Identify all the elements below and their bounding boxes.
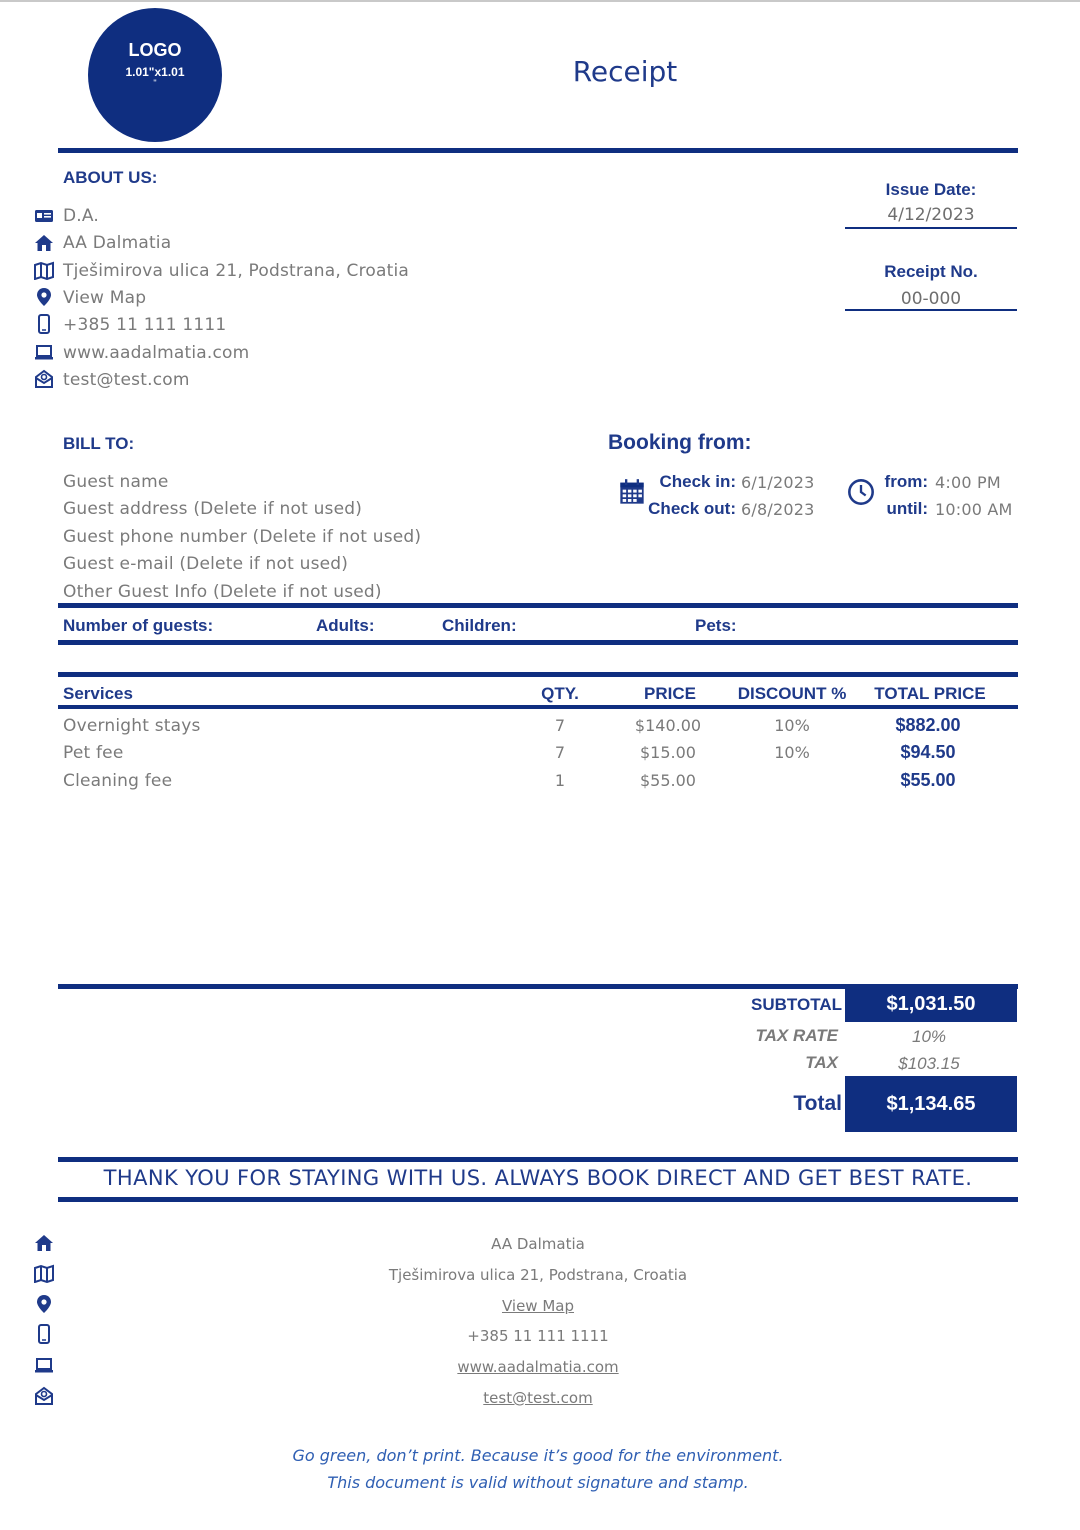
about-company: AA Dalmatia — [63, 233, 172, 253]
mobile-phone-icon — [32, 313, 56, 335]
until-label: until: — [886, 499, 928, 518]
about-phone: +385 11 111 1111 — [63, 315, 227, 335]
map-icon — [32, 259, 56, 281]
from-label: from: — [884, 472, 928, 491]
service-price: $15.00 — [640, 743, 696, 762]
guest-other-info: Other Guest Info (Delete if not used) — [63, 582, 382, 602]
issue-date-underline — [845, 227, 1017, 229]
about-heading: ABOUT US: — [63, 168, 158, 187]
house-icon — [32, 232, 56, 254]
services-header: Services — [63, 684, 133, 703]
about-email-link[interactable]: test@test.com — [63, 370, 190, 390]
footer-phone: +385 11 111 1111 — [467, 1327, 609, 1345]
footer-company: AA Dalmatia — [491, 1235, 585, 1253]
issue-date-value: 4/12/2023 — [887, 205, 975, 225]
id-card-icon — [32, 205, 56, 227]
thank-you-top-divider — [58, 1157, 1018, 1162]
total-label: Total — [793, 1092, 842, 1115]
service-discount: 10% — [774, 743, 810, 762]
service-qty: 1 — [554, 771, 566, 790]
bill-to-heading: BILL TO: — [63, 434, 135, 453]
service-name: Pet fee — [63, 743, 124, 763]
service-name: Overnight stays — [63, 716, 201, 736]
about-initials: D.A. — [63, 206, 100, 226]
laptop-icon — [32, 341, 56, 363]
check-out-label: Check out: — [648, 499, 736, 518]
subtotal-label: SUBTOTAL — [751, 995, 842, 1014]
tax-rate-label: TAX RATE — [755, 1026, 838, 1045]
service-qty: 7 — [554, 716, 566, 735]
price-header: PRICE — [644, 684, 696, 703]
logo-text: LOGO — [128, 40, 182, 60]
services-header-divider — [58, 705, 1018, 709]
about-view-map-link[interactable]: View Map — [63, 288, 147, 308]
guests-bottom-divider — [58, 640, 1018, 645]
email-icon — [32, 368, 56, 390]
footer-website-link[interactable]: www.aadalmatia.com — [457, 1358, 619, 1376]
footer-email-link[interactable]: test@test.com — [483, 1389, 593, 1407]
from-value: 4:00 PM — [935, 473, 1001, 492]
tax-rate-value: 10% — [911, 1027, 947, 1046]
service-total: $882.00 — [895, 715, 961, 735]
location-pin-icon — [32, 1293, 56, 1315]
service-qty: 7 — [554, 743, 566, 762]
receipt-no-label: Receipt No. — [884, 262, 978, 281]
pets-label: Pets: — [695, 616, 737, 635]
thank-you-bottom-divider — [58, 1197, 1018, 1202]
logo-size: 1.01"x1.01 — [125, 65, 185, 79]
check-in-value: 6/1/2023 — [741, 473, 815, 492]
email-icon — [32, 1385, 56, 1407]
validity-note: This document is valid without signature and stamp. — [327, 1473, 749, 1492]
mobile-phone-icon — [32, 1323, 56, 1345]
service-total: $94.50 — [900, 742, 956, 762]
qty-header: QTY. — [541, 684, 579, 703]
guest-address: Guest address (Delete if not used) — [63, 499, 363, 519]
tax-value: $103.15 — [898, 1054, 960, 1073]
about-website-link[interactable]: www.aadalmatia.com — [63, 343, 250, 363]
guest-name: Guest name — [63, 472, 169, 492]
thank-you-message: THANK YOU FOR STAYING WITH US. ALWAYS BOOK DIRECT AND GET BEST RATE. — [103, 1166, 973, 1190]
check-in-label: Check in: — [659, 472, 736, 491]
about-address: Tješimirova ulica 21, Podstrana, Croatia — [63, 261, 410, 281]
service-name: Cleaning fee — [63, 771, 173, 791]
guest-phone: Guest phone number (Delete if not used) — [63, 527, 422, 547]
service-total: $55.00 — [900, 770, 956, 790]
logo-size-mark: " — [153, 78, 157, 88]
header-divider — [58, 148, 1018, 153]
children-label: Children: — [442, 616, 517, 635]
footer-view-map-link[interactable]: View Map — [501, 1297, 575, 1315]
number-of-guests-label: Number of guests: — [63, 616, 214, 635]
service-price: $55.00 — [640, 771, 696, 790]
service-price: $140.00 — [634, 716, 702, 735]
footer-address: Tješimirova ulica 21, Podstrana, Croatia — [388, 1266, 688, 1284]
services-top-divider — [58, 672, 1018, 677]
top-border — [0, 0, 1080, 2]
subtotal-value: $1,031.50 — [845, 984, 1017, 1022]
map-icon — [32, 1262, 56, 1284]
eco-note: Go green, don’t print. Because it’s good for the environment. — [292, 1446, 784, 1465]
discount-header: DISCOUNT % — [737, 684, 847, 703]
laptop-icon — [32, 1354, 56, 1376]
page-title: Receipt — [572, 55, 678, 88]
issue-date-label: Issue Date: — [885, 180, 977, 199]
guest-email: Guest e-mail (Delete if not used) — [63, 554, 349, 574]
booking-heading: Booking from: — [608, 431, 752, 454]
total-price-header: TOTAL PRICE — [874, 684, 986, 703]
tax-label: TAX — [805, 1053, 838, 1072]
logo — [88, 8, 222, 142]
guests-top-divider — [58, 603, 1018, 608]
house-icon — [32, 1232, 56, 1254]
service-discount: 10% — [774, 716, 810, 735]
adults-label: Adults: — [316, 616, 375, 635]
until-value: 10:00 AM — [935, 500, 1013, 519]
receipt-no-value: 00-000 — [900, 289, 962, 309]
receipt-no-underline — [845, 309, 1017, 311]
total-value: $1,134.65 — [845, 1076, 1017, 1132]
check-out-value: 6/8/2023 — [741, 500, 815, 519]
location-pin-icon — [32, 286, 56, 308]
